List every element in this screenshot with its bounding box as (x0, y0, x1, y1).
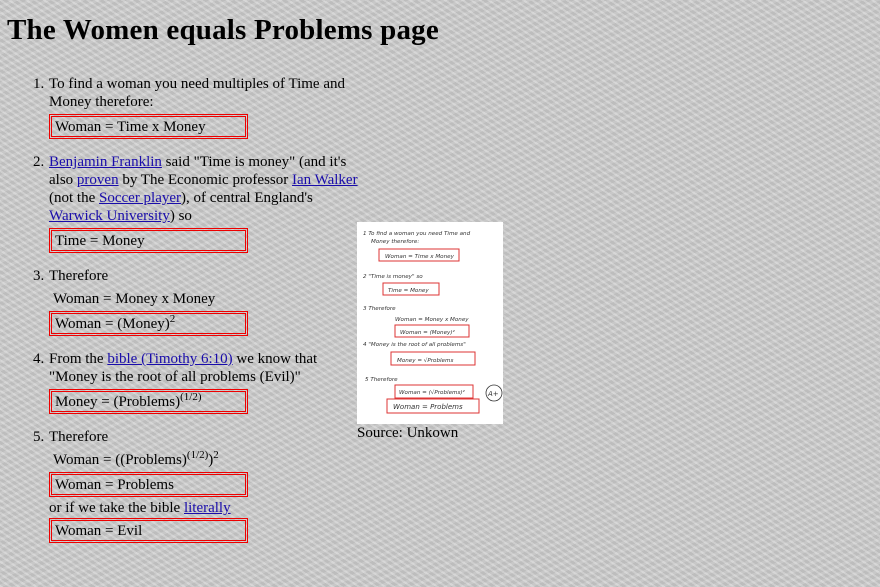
note-line: 2 "Time is money" so (363, 274, 423, 280)
equation-base: Woman = ((Problems) (53, 452, 187, 468)
equation-exponent: 2 (213, 449, 219, 461)
equation-exponent: (1/2) (180, 391, 202, 403)
link-bible-timothy[interactable]: bible (Timothy 6:10) (107, 351, 233, 367)
step-2 (33, 153, 363, 253)
link-proven[interactable]: proven (76, 172, 119, 188)
step-5 (33, 428, 363, 543)
steps-list (33, 75, 363, 557)
equation: Woman = Time x Money (51, 116, 246, 137)
equation-plain: Woman = Money x Money (53, 291, 216, 307)
note-grade: A+ (488, 390, 499, 398)
equation-box (49, 472, 248, 497)
handwritten-figure (357, 222, 503, 442)
note-line: Time = Money (388, 288, 429, 294)
step-number: 5. (33, 429, 45, 445)
step-text: Therefore (49, 268, 109, 284)
equation (51, 391, 246, 412)
link-soccer-player[interactable]: Soccer player (99, 190, 182, 206)
note-line: Woman = Time x Money (385, 254, 454, 260)
equation: Time = Money (51, 230, 246, 251)
text-fragment: said "Time is money" (and it's also (49, 154, 347, 188)
equation-box (49, 114, 248, 139)
handwritten-note-image (357, 222, 503, 424)
step-number: 4. (33, 351, 45, 367)
equation: Woman = Problems (51, 474, 246, 495)
step-number: 2. (33, 154, 45, 170)
note-line: 1 To find a woman you need Time and (363, 231, 471, 237)
equation-exponent: (1/2) (186, 449, 209, 461)
text-fragment: (not the (49, 190, 99, 206)
step-text (49, 153, 363, 225)
text-fragment: or if we take the bible (49, 500, 184, 516)
equation-exponent: 2 (169, 313, 176, 325)
step-number: 1. (33, 76, 45, 92)
text-fragment: by The Economic professor (118, 172, 293, 188)
step-3 (33, 267, 363, 336)
link-warwick-university[interactable]: Warwick University (49, 208, 170, 224)
figure-caption: Source: Unkown (357, 425, 459, 441)
step-number: 3. (33, 268, 45, 284)
equation-paren: ) (208, 452, 214, 468)
link-benjamin-franklin[interactable]: Benjamin Franklin (49, 154, 162, 170)
handwritten-note-svg (357, 222, 503, 424)
step-text (49, 499, 363, 517)
note-line: Money therefore: (371, 239, 420, 245)
page-title: The Women equals Problems page (7, 14, 439, 46)
text-fragment: we know that "Money is the root of all problems (Evil)" (49, 351, 318, 385)
note-line: Woman = (√Problems)² (399, 390, 465, 396)
equation-box (49, 518, 248, 543)
text-fragment: ) so (169, 208, 192, 224)
step-4 (33, 350, 363, 414)
equation: Woman = Evil (51, 520, 246, 541)
equation-base: Woman = (Money) (55, 316, 170, 332)
text-fragment: From the (49, 351, 108, 367)
equation-box (49, 311, 248, 336)
text-fragment: ), of central England's (181, 190, 313, 206)
note-line: Woman = Problems (393, 403, 463, 411)
equation-box (49, 389, 248, 414)
link-literally[interactable]: literally (183, 500, 231, 516)
equation-box (49, 228, 248, 253)
step-1 (33, 75, 363, 139)
step-text: Therefore (49, 429, 109, 445)
note-line: Woman = (Money)² (400, 330, 455, 336)
link-ian-walker[interactable]: Ian Walker (292, 172, 358, 188)
note-line: 5 Therefore (365, 377, 398, 383)
equation-base: Money = (Problems) (55, 394, 181, 410)
step-text: To find a woman you need multiples of Time and Money therefore: (49, 76, 346, 110)
note-line: Woman = Money x Money (395, 317, 469, 323)
equation-plain (49, 451, 363, 469)
note-line: 3 Therefore (363, 306, 396, 312)
step-text (49, 350, 363, 386)
equation (51, 313, 246, 334)
note-line: Money = √Problems (397, 358, 454, 364)
note-line: 4 "Money is the root of all problems" (363, 342, 466, 348)
